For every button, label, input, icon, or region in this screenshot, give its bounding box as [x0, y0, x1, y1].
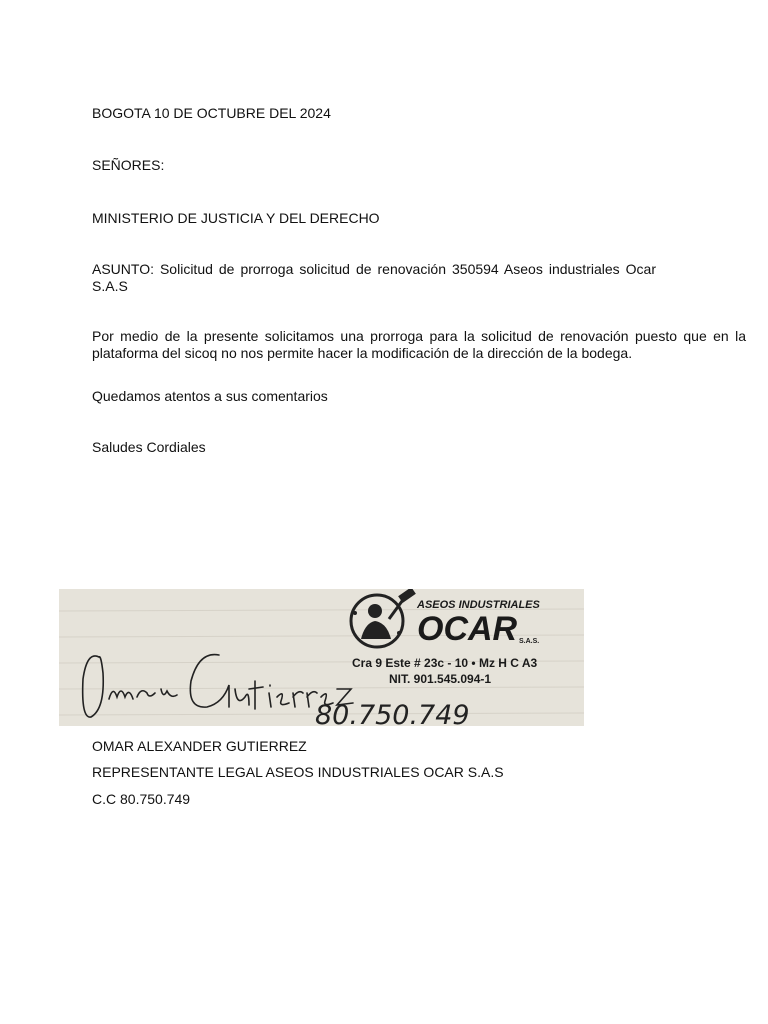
subject-line: ASUNTO: Solicitud de prorroga solicitud de renovación 350594 Aseos industriales Ocar S.A.S — [92, 261, 656, 294]
farewell: Saludes Cordiales — [92, 439, 206, 455]
body-paragraph: Por medio de la presente solicitamos una prorroga para la solicitud de renovación puesto que en la plataforma del sicoq no nos permite hacer la modificación de la dirección de la bodega. — [92, 328, 746, 361]
recipient: MINISTERIO DE JUSTICIA Y DEL DERECHO — [92, 210, 380, 226]
signer-name: OMAR ALEXANDER GUTIERREZ — [92, 738, 307, 754]
cleaning-worker-icon — [351, 589, 416, 647]
handwritten-signature — [83, 655, 353, 718]
logo-suffix: S.A.S. — [519, 638, 540, 645]
stamp-nit: NIT. 901.545.094-1 — [389, 672, 492, 686]
salutation: SEÑORES: — [92, 157, 165, 173]
handwritten-id: 80.750.749 — [315, 700, 470, 726]
signer-id: C.C 80.750.749 — [92, 791, 191, 807]
closing-note: Quedamos atentos a sus comentarios — [92, 388, 328, 404]
signature-stamp-image — [59, 589, 584, 726]
logo-label: ASEOS INDUSTRIALES — [417, 599, 540, 611]
logo-name: OCAR — [417, 610, 518, 648]
company-logo — [351, 589, 541, 648]
stamp-address: Cra 9 Este # 23c - 10 • Mz H C A3 — [352, 656, 538, 670]
signer-role: REPRESENTANTE LEGAL ASEOS INDUSTRIALES OCAR S.A.S — [92, 764, 504, 780]
date-line: BOGOTA 10 DE OCTUBRE DEL 2024 — [92, 105, 331, 121]
